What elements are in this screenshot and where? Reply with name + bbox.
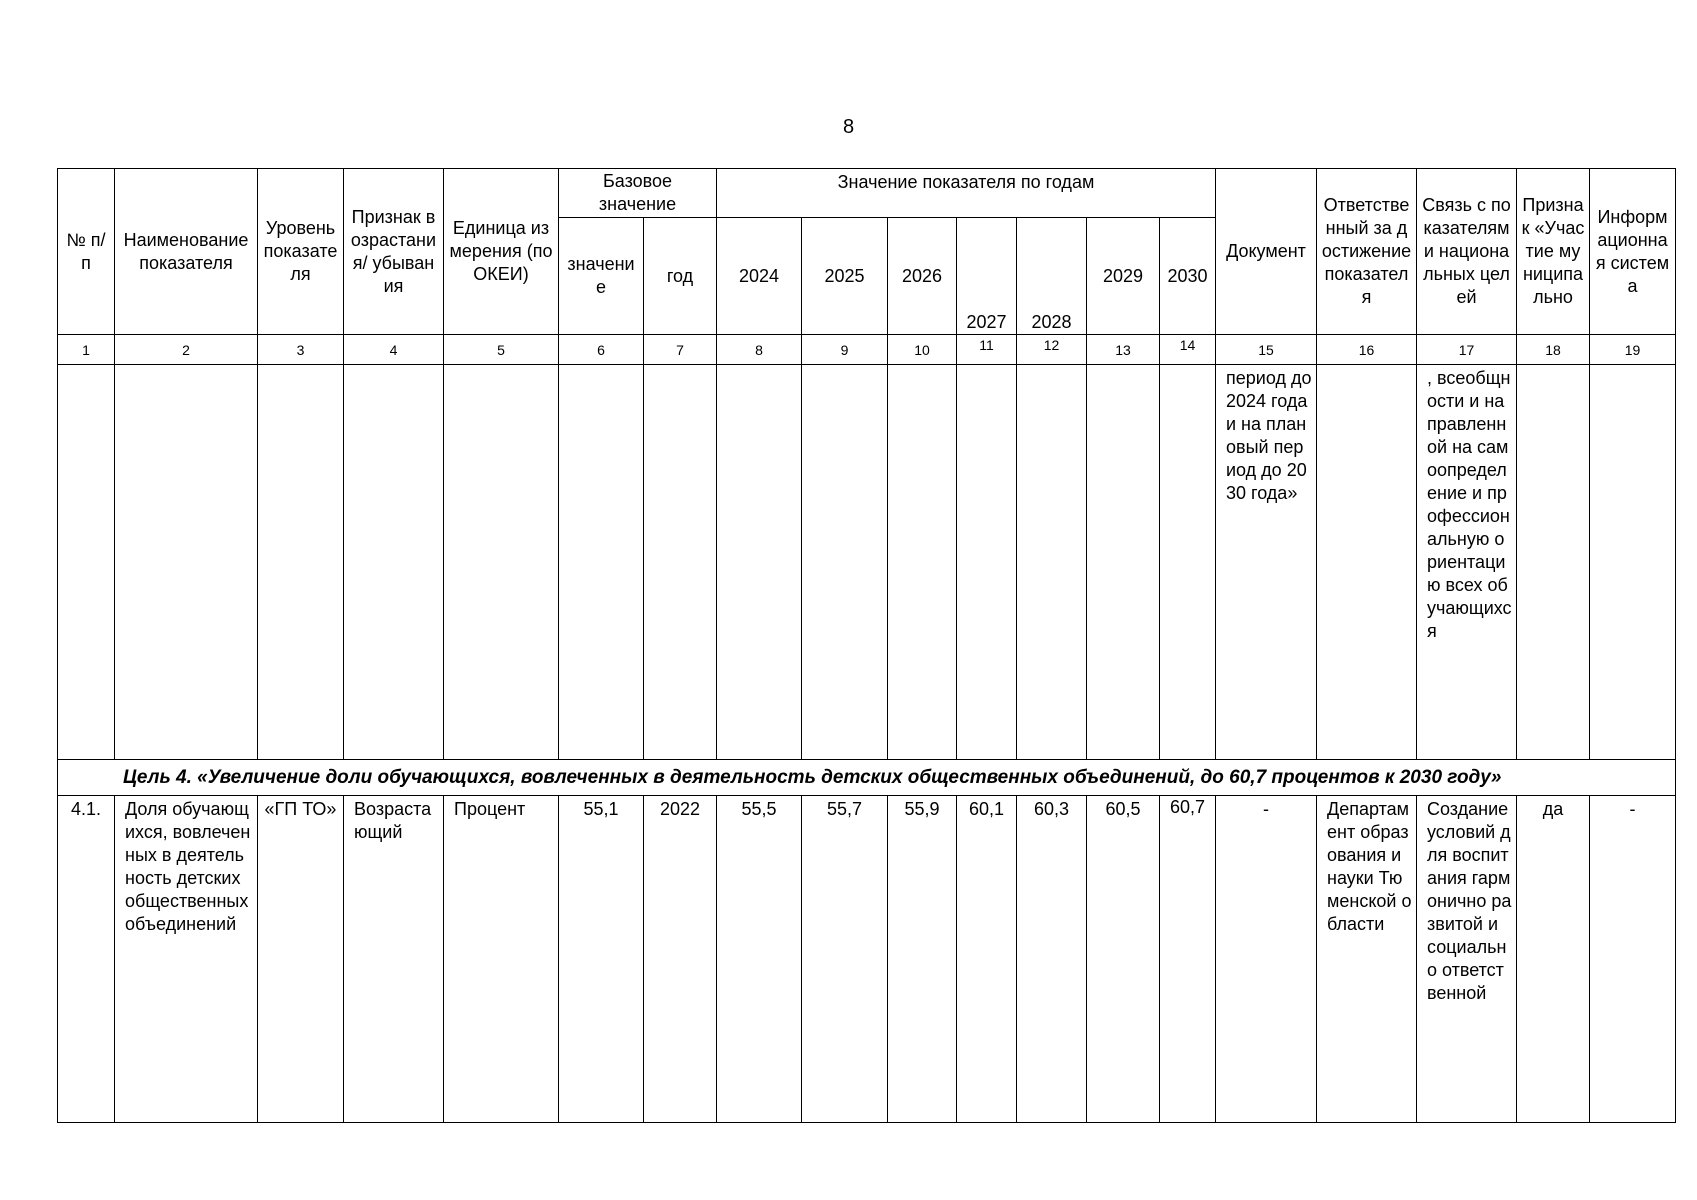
column-numbers-row [58,335,1676,365]
header-num: № п/п [58,169,115,335]
header-name: Наименование показателя [115,169,258,335]
column-number: 19 [1590,335,1676,365]
empty-cell [1517,365,1590,760]
column-number: 3 [258,335,344,365]
continuation-link: , всеобщности и направленной на самоопределение и профессиональную ориентацию всех обучающихся [1417,365,1517,760]
empty-cell [1160,365,1216,760]
column-number: 8 [717,335,802,365]
empty-cell [1590,365,1676,760]
header-municipal: Признак «Участие муниципально [1517,169,1590,335]
column-number: 6 [559,335,644,365]
row-value-2026: 55,9 [888,796,957,1123]
goal-title: Цель 4. «Увеличение доли обучающихся, вовлеченных в деятельность детских общественных объединений, до 60,7 процентов к 2030 году» [58,760,1676,796]
row-municipal: да [1517,796,1590,1123]
empty-cell [888,365,957,760]
row-name: Доля обучающихся, вовлеченных в деятельность детских общественных объединений [115,796,258,1123]
header-base-value: значение [559,218,644,335]
header-document: Документ [1216,169,1317,335]
header-year-2027: 2027 [957,218,1017,335]
page-number: 8 [842,116,855,138]
row-link: Создание условий для воспитания гармонично развитой и социально ответственной [1417,796,1517,1123]
row-value-2025: 55,7 [802,796,888,1123]
continuation-row [58,365,1676,760]
header-level: Уровень показателя [258,169,344,335]
table-row [58,796,1676,1123]
row-base-year: 2022 [644,796,717,1123]
empty-cell [1017,365,1087,760]
empty-cell [344,365,444,760]
column-number: 10 [888,335,957,365]
header-year-2025: 2025 [802,218,888,335]
row-level: «ГП ТО» [258,796,344,1123]
header-year-2029: 2029 [1087,218,1160,335]
column-number: 1 [58,335,115,365]
empty-cell [58,365,115,760]
column-number: 14 [1160,335,1216,365]
column-number: 15 [1216,335,1317,365]
empty-cell [444,365,559,760]
column-number: 13 [1087,335,1160,365]
header-year-2028: 2028 [1017,218,1087,335]
empty-cell [1087,365,1160,760]
row-responsible: Департамент образования и науки Тюменской области [1317,796,1417,1123]
column-number: 2 [115,335,258,365]
header-unit: Единица измерения (по ОКЕИ) [444,169,559,335]
row-info-system: - [1590,796,1676,1123]
header-base: Базовое значение [559,169,717,218]
header-values-by-year: Значение показателя по годам [717,169,1216,218]
header-info-system: Информационная система [1590,169,1676,335]
column-number: 18 [1517,335,1590,365]
header-sign: Признак возрастания/ убывания [344,169,444,335]
row-value-2030: 60,7 [1160,796,1216,1123]
header-link: Связь с показателями национальных целей [1417,169,1517,335]
empty-cell [957,365,1017,760]
header-year-2030: 2030 [1160,218,1216,335]
row-sign: Возрастающий [344,796,444,1123]
header-year-2026: 2026 [888,218,957,335]
row-num: 4.1. [58,796,115,1123]
column-number: 12 [1017,335,1087,365]
empty-cell [258,365,344,760]
empty-cell [1317,365,1417,760]
row-value-2029: 60,5 [1087,796,1160,1123]
empty-cell [644,365,717,760]
empty-cell [802,365,888,760]
row-value-2027: 60,1 [957,796,1017,1123]
column-number: 5 [444,335,559,365]
column-number: 9 [802,335,888,365]
column-number: 11 [957,335,1017,365]
column-number: 17 [1417,335,1517,365]
empty-cell [717,365,802,760]
header-responsible: Ответственный за достижение показателя [1317,169,1417,335]
column-number: 16 [1317,335,1417,365]
row-value-2024: 55,5 [717,796,802,1123]
goal-row [58,760,1676,796]
column-number: 7 [644,335,717,365]
header-year-2024: 2024 [717,218,802,335]
empty-cell [115,365,258,760]
row-value-2028: 60,3 [1017,796,1087,1123]
empty-cell [559,365,644,760]
row-base-value: 55,1 [559,796,644,1123]
row-unit: Процент [444,796,559,1123]
indicators-table [57,168,1676,1123]
continuation-document: период до 2024 года и на плановый период до 2030 года» [1216,365,1317,760]
column-number: 4 [344,335,444,365]
header-base-year: год [644,218,717,335]
row-document: - [1216,796,1317,1123]
